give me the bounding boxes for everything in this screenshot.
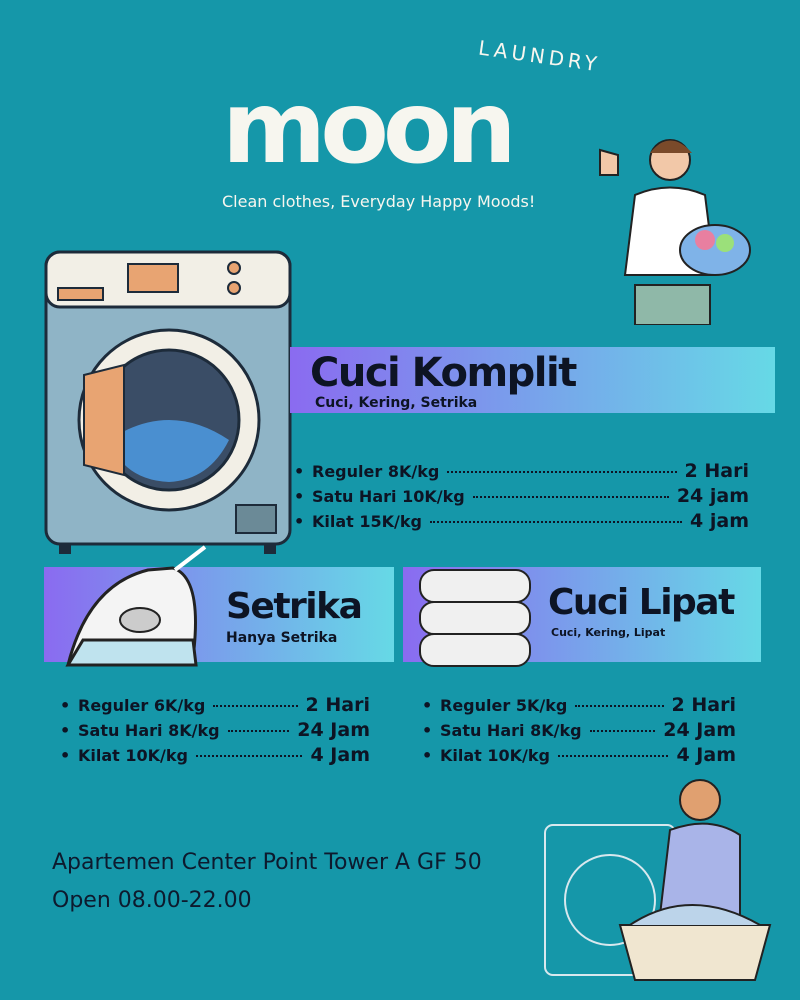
service-title: Cuci Komplit xyxy=(310,350,576,396)
folded-towels-illustration xyxy=(415,560,540,670)
price-list-cuci-lipat xyxy=(422,694,736,769)
logo-subtitle: LAUNDRY xyxy=(476,35,603,77)
price-item: • Kilat 15K/kg 4 jam xyxy=(294,510,749,532)
man-with-basket-illustration xyxy=(580,135,780,325)
service-title: Setrika xyxy=(226,586,362,627)
iron-illustration xyxy=(60,545,210,675)
opening-hours: Open 08.00-22.00 xyxy=(52,888,252,913)
price-item: • Reguler 6K/kg 2 Hari xyxy=(60,694,370,716)
price-item: • Kilat 10K/kg 4 Jam xyxy=(422,744,736,766)
price-item: • Reguler 8K/kg 2 Hari xyxy=(294,460,749,482)
price-item: • Satu Hari 8K/kg 24 Jam xyxy=(60,719,370,741)
price-item: • Satu Hari 10K/kg 24 jam xyxy=(294,485,749,507)
service-subtitle: Cuci, Kering, Setrika xyxy=(315,395,478,411)
service-subtitle: Hanya Setrika xyxy=(226,630,338,646)
man-doing-laundry-illustration xyxy=(540,775,780,985)
washing-machine-illustration xyxy=(44,250,292,558)
price-list-cuci-komplit xyxy=(294,460,749,535)
tagline: Clean clothes, Everyday Happy Moods! xyxy=(222,192,536,211)
service-title: Cuci Lipat xyxy=(548,582,734,623)
price-item: • Satu Hari 8K/kg 24 Jam xyxy=(422,719,736,741)
logo-wordmark: moon xyxy=(222,69,511,186)
service-subtitle: Cuci, Kering, Lipat xyxy=(551,626,666,639)
service-banner-cuci-komplit xyxy=(290,347,775,413)
price-item: • Kilat 10K/kg 4 Jam xyxy=(60,744,370,766)
price-item: • Reguler 5K/kg 2 Hari xyxy=(422,694,736,716)
address: Apartemen Center Point Tower A GF 50 xyxy=(52,850,482,875)
price-list-setrika xyxy=(60,694,370,769)
